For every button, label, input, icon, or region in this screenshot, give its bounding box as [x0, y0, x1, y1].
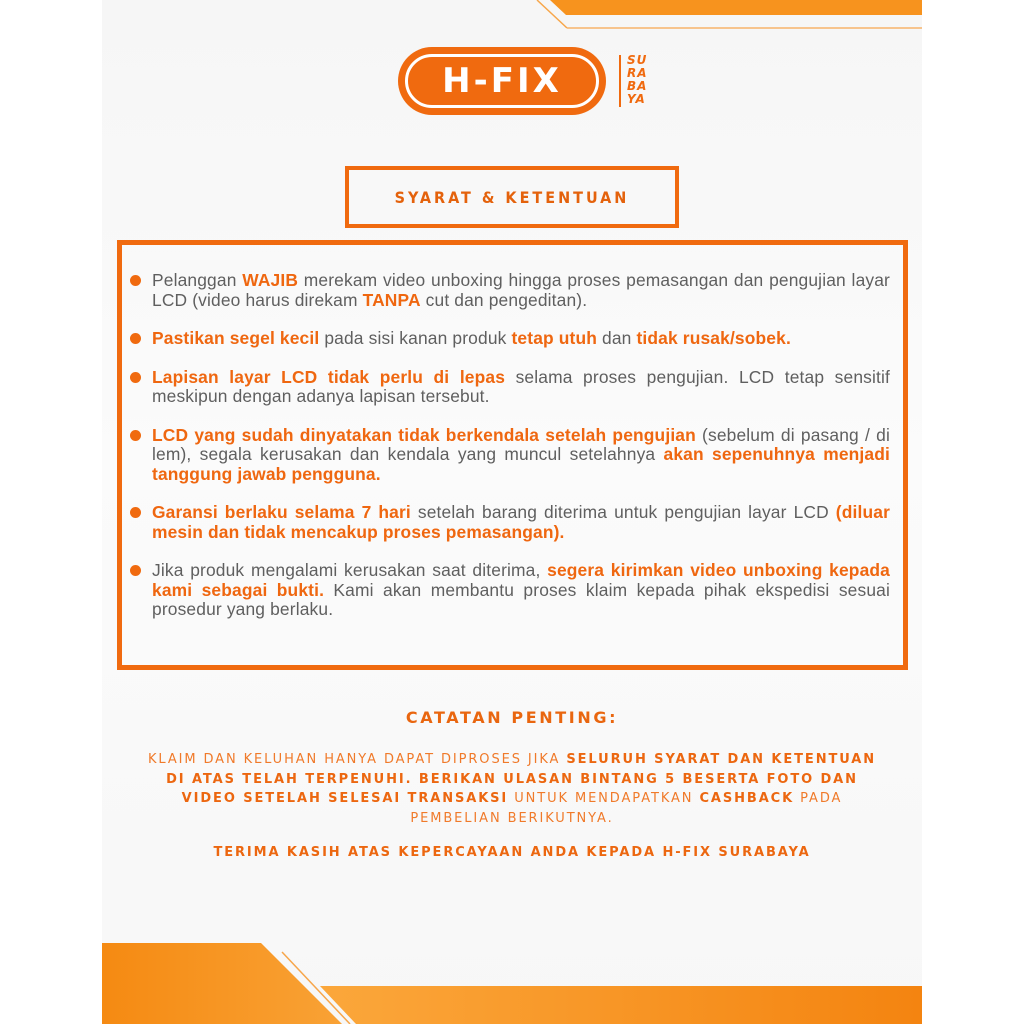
term-item — [130, 368, 890, 407]
logo-text: H-FIX — [442, 61, 562, 101]
note-heading: CATATAN PENTING: — [405, 708, 619, 727]
note-body — [136, 750, 888, 828]
term-text: dan — [597, 328, 637, 348]
bullet-icon — [130, 275, 141, 286]
note-emphasis: CASHBACK — [699, 791, 795, 806]
term-text: Pelanggan — [152, 270, 243, 290]
term-item — [130, 426, 890, 485]
logo-pill — [398, 47, 606, 115]
term-emphasis: WAJIB — [242, 270, 299, 290]
term-text: Kami akan membantu proses klaim kepada pihak ekspedisi sesuai prosedur yang berlaku. — [152, 579, 890, 619]
term-text: cut dan pengeditan). — [420, 289, 588, 310]
term-item — [130, 503, 890, 542]
term-emphasis: tidak rusak/sobek. — [636, 328, 791, 348]
term-emphasis: Garansi berlaku selama 7 hari — [152, 502, 411, 522]
top-decoration — [0, 0, 1024, 40]
logo-city — [627, 54, 653, 106]
bullet-icon — [130, 372, 141, 383]
term-text: merekam video unboxing hingga proses pemasangan dan pengujian layar LCD (video harus direkam — [152, 270, 891, 310]
bottom-right-stripe — [320, 986, 922, 1024]
logo-city-line: SU — [627, 53, 648, 67]
term-emphasis: segera kirimkan video unboxing kepada kami sebagai bukti. — [152, 560, 890, 600]
logo-city-line: RA — [627, 66, 648, 80]
bullet-icon — [130, 430, 141, 441]
term-item — [130, 271, 890, 310]
term-emphasis: LCD yang sudah dinyatakan tidak berkendala setelah pengujian — [152, 424, 696, 445]
logo-divider — [619, 55, 621, 107]
note-text: KLAIM DAN KELUHAN HANYA DAPAT DIPROSES JIKA — [147, 752, 567, 767]
thanks-text: TERIMA KASIH ATAS KEPERCAYAAN ANDA KEPADA H-FIX SURABAYA — [213, 845, 811, 860]
term-emphasis: tetap utuh — [511, 328, 598, 348]
bullet-icon — [130, 333, 141, 344]
term-emphasis: Lapisan layar LCD tidak perlu di lepas — [152, 366, 506, 387]
bullet-icon — [130, 565, 141, 576]
logo-city-line: YA — [627, 92, 646, 106]
bottom-decoration — [0, 930, 1024, 1024]
bullet-icon — [130, 507, 141, 518]
bottom-left-block — [102, 943, 342, 1024]
term-emphasis: akan sepenuhnya menjadi tanggung jawab pengguna. — [152, 444, 890, 484]
term-text: selama proses pengujian. LCD tetap sensitif meskipun dengan adanya lapisan tersebut. — [152, 366, 890, 406]
term-text: (sebelum di pasang / di lem), segala kerusakan dan kendala yang muncul setelahnya — [152, 424, 890, 464]
term-emphasis: Pastikan segel kecil — [152, 328, 320, 348]
terms-list — [130, 271, 890, 639]
term-emphasis: TANPA — [362, 289, 421, 310]
note-text: PADA PEMBELIAN BERIKUTNYA. — [410, 791, 843, 826]
term-text: pada sisi kanan produk — [319, 328, 512, 348]
title-box — [345, 166, 679, 228]
term-item — [130, 561, 890, 620]
top-orange-stripe — [550, 0, 922, 15]
note-emphasis: SELURUH SYARAT DAN KETENTUAN DI ATAS TELAH TERPENUHI. BERIKAN ULASAN BINTANG 5 BESERTA FOTO DAN VIDEO SETELAH SELESAI TRANSAKSI — [166, 752, 877, 806]
terms-box — [117, 240, 908, 670]
logo-pill-inner — [405, 54, 599, 108]
logo-city-line: BA — [627, 79, 648, 93]
page-title: SYARAT & KETENTUAN — [394, 187, 630, 207]
term-text: setelah barang diterima untuk pengujian layar LCD — [410, 502, 836, 522]
term-text: Jika produk mengalami kerusakan saat diterima, — [152, 560, 548, 580]
note-text: UNTUK MENDAPATKAN — [508, 791, 700, 806]
term-item — [130, 329, 890, 349]
term-emphasis: (diluar mesin dan tidak mencakup proses pemasangan). — [152, 502, 890, 542]
